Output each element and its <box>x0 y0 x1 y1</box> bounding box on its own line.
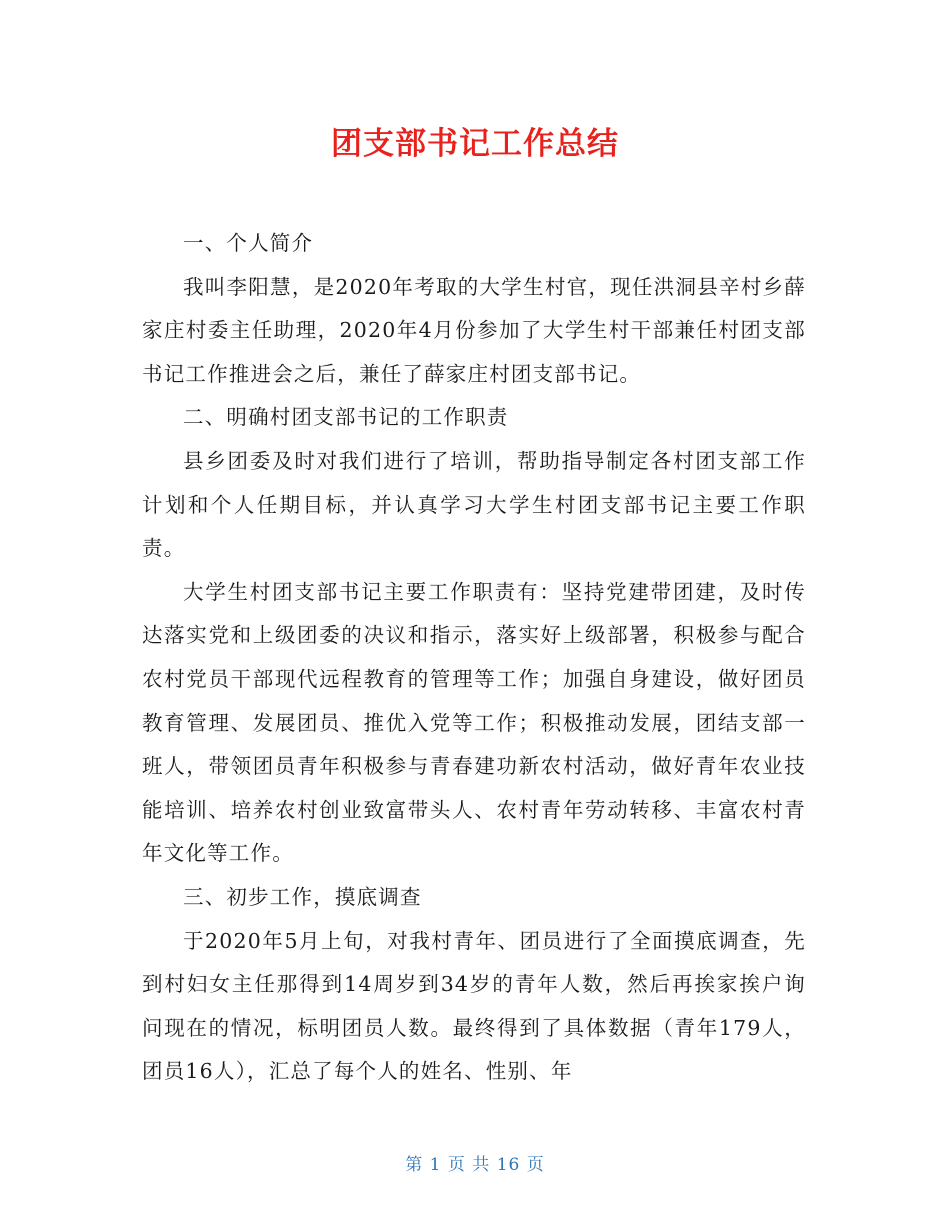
document-body <box>142 222 806 1094</box>
document-title: 团支部书记工作总结 <box>331 126 619 162</box>
paragraph-training: 县乡团委及时对我们进行了培训，帮助指导制定各村团支部工作计划和个人任期目标，并认真学习大学生村团支部书记主要工作职责。 <box>142 448 806 561</box>
section-heading-profile: 一、个人简介 <box>183 231 314 255</box>
section-heading-duties: 二、明确村团支部书记的工作职责 <box>183 405 509 430</box>
section-heading-survey: 三、初步工作，摸底调查 <box>183 884 422 909</box>
paragraph-survey: 于2020年5月上旬，对我村青年、团员进行了全面摸底调查，先到村妇女主任那得到14周岁到34岁的青年人数，然后再挨家挨户询问现在的情况，标明团员人数。最终得到了具体数据（青年179人，团员16人），汇总了每个人的姓名、性别、年 <box>142 928 806 1084</box>
paragraph-profile: 我叫李阳慧，是2020年考取的大学生村官，现任洪洞县辛村乡薛家庄村委主任助理，2020年4月份参加了大学生村干部兼任村团支部书记工作推进会之后，兼任了薛家庄村团支部书记。 <box>142 274 806 386</box>
page-number-footer: 第 1 页 共 16 页 <box>405 1155 545 1175</box>
paragraph-duties: 大学生村团支部书记主要工作职责有：坚持党建带团建，及时传达落实党和上级团委的决议和指示，落实好上级部署，积极参与配合农村党员干部现代远程教育的管理等工作；加强自身建设，做好团员教育管理、发展团员、推优入党等工作；积极推动发展，团结支部一班人，带领团员青年积极参与青春建功新农村活动，做好青年农业技能培训、培养农村创业致富带头人、农村青年劳动转移、丰富农村青年文化等工作。 <box>142 579 806 866</box>
